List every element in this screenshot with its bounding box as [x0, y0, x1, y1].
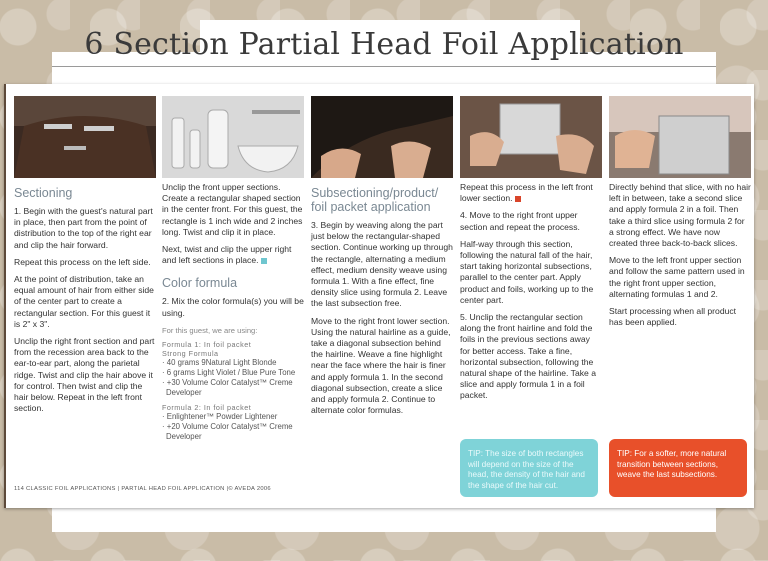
formula-item: · +30 Volume Color Catalyst™ Creme: [162, 378, 293, 388]
paragraph: 3. Begin by weaving along the part just below the rectangular-shaped section. Continue working up through the rectangle, alternating a medium effect, medium density weave using formula 1. With a fine effect, fine density slice using formula 2. Leave the last subsection free.: [311, 220, 453, 309]
column-subsectioning: [311, 182, 453, 422]
page-footer: 114 CLASSIC FOIL APPLICATIONS | PARTIAL HEAD FOIL APPLICATION |© AVEDA 2006: [14, 486, 271, 492]
formula-intro: For this guest, we are using:: [162, 325, 258, 335]
formula-item: · Enlightener™ Powder Lightener: [162, 412, 278, 422]
paragraph: Start processing when all product has been applied.: [609, 306, 737, 328]
document-page: [4, 84, 754, 508]
photo-foils: [460, 96, 602, 178]
paragraph: [460, 182, 602, 204]
paragraph: Half-way through this section, following the natural fall of the hair, start taking horizontal subsections, parallel to the center part. Apply product and foils, working up to the center part.: [460, 238, 594, 305]
page-title: 6 Section Partial Head Foil Application: [84, 27, 684, 62]
paragraph: Repeat this process on the left side.: [14, 256, 151, 267]
formula-2-title: Formula 2: In foil packet: [162, 403, 252, 413]
paragraph: 4. Move to the right front upper section and repeat the process.: [460, 210, 580, 232]
paragraph: 1. Begin with the guest's natural part in place, then part from the point of distribution to the top of the right ear and clip the hair forward.: [14, 206, 153, 250]
photo-ref-marker-icon: [515, 196, 521, 202]
column-sectioning: [14, 182, 156, 420]
formula-1-subtitle: Strong Formula: [162, 349, 219, 359]
paragraph: 2. Mix the color formula(s) you will be using.: [162, 296, 304, 318]
paragraph-text: Repeat this process in the left front lower section.: [460, 182, 593, 204]
formula-item: · +20 Volume Color Catalyst™ Creme: [162, 422, 293, 432]
paragraph: Directly behind that slice, with no hair left in between, take a second slice and apply formula 2 in a foil. Then take a third slice using formula 2 for a strong effect. We have now created three back-to-back slices.: [609, 182, 751, 249]
paragraph: At the point of distribution, take an equal amount of hair from either side of the center part to create a rectangular section. For this guest it is 2" x 3".: [14, 274, 154, 329]
paragraph-text: Next, twist and clip the upper right and left sections in place.: [162, 244, 292, 266]
photo-subsectioning: [311, 96, 453, 178]
paragraph: Move to the left front upper section and follow the same pattern used in the right front upper section, alternating formulas 1 and 2.: [609, 255, 745, 299]
paragraph: Move to the right front lower section. Using the natural hairline as a guide, take a diagonal subsection behind the hairline. Weave a fine highlight near the face where the hair is finer and apply formula 1. In the second diagonal subsection, create a slice and apply formula 2. Continue to alternate color formulas.: [311, 315, 451, 416]
paragraph: Unclip the front upper sections. Create a rectangular shaped section in the center front. For this guest, the rectangle is 1 inch wide and 2 inches long. Twist and clip it in place.: [162, 182, 303, 237]
photo-tools: [162, 96, 304, 178]
column-finish: [609, 182, 751, 334]
formula-item: · 40 grams 9Natural Light Blonde: [162, 358, 277, 368]
tip-box-red: TIP: For a softer, more natural transition between sections, weave the last subsections.: [609, 439, 747, 497]
tip-box-cyan: TIP: The size of both rectangles will depend on the size of the head, the density of the hair and the shape of the hair cut.: [460, 439, 598, 497]
heading-subsectioning: Subsectioning/product/ foil packet application: [311, 186, 439, 214]
formula-item: Developer: [166, 432, 202, 442]
photo-sectioning: [14, 96, 156, 178]
title-rule: [52, 66, 716, 67]
paragraph: 5. Unclip the rectangular section along the front hairline and fold the foils in the previous sections away for better access. Take a fine, horizontal subsection, following the natural shape of the hairline. Take a slice and apply formula 1 in a foil packet.: [460, 312, 597, 401]
paragraph: [162, 244, 304, 266]
formula-item: Developer: [166, 388, 202, 398]
formula-item: · 6 grams Light Violet / Blue Pure Tone: [162, 368, 296, 378]
paragraph: Unclip the right front section and part from the recession area back to the ear-to-ear part, along the parietal ridge. Twist and clip the hair above it for control. Then twist and clip the hair below. Repeat in the left front section.: [14, 336, 155, 414]
heading-sectioning: Sectioning: [14, 186, 73, 200]
column-steps-4-5: [460, 182, 602, 408]
photo-ref-marker-icon: [261, 258, 267, 264]
photo-slices: [609, 96, 751, 178]
heading-color-formula: Color formula: [162, 276, 238, 291]
column-color-formula: [162, 182, 304, 442]
formula-1-title: Formula 1: In foil packet: [162, 340, 252, 350]
